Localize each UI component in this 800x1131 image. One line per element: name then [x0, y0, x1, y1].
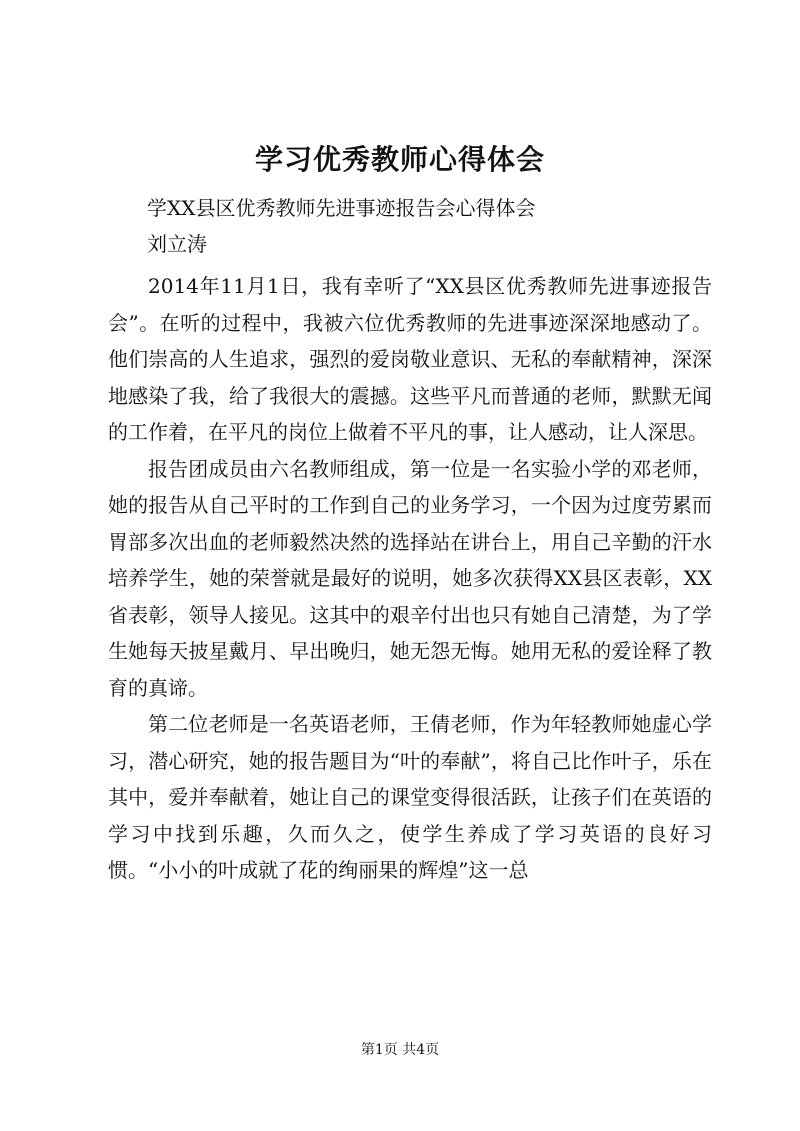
document-title: 学习优秀教师心得体会: [254, 143, 545, 176]
paragraph-3: 第二位老师是一名英语老师，王倩老师，作为年轻教师她虚心学习，潜心研究，她的报告题目为“叶的奉献”，将自己比作叶子，乐在其中，爱并奉献着，她让自己的课堂变得很活跃，让孩子们在英语的学习中找到乐趣，久而久之，使学生养成了学习英语的良好习惯。“小小的叶成就了花的绚丽果的辉煌”这一总: [108, 712, 712, 882]
document-subtitle: 学XX县区优秀教师先进事迹报告会心得体会: [147, 196, 536, 220]
document-body: [108, 268, 712, 889]
paragraph-2: 报告团成员由六名教师组成，第一位是一名实验小学的邓老师，她的报告从自己平时的工作到自己的业务学习，一个因为过度劳累而胃部多次出血的老师毅然决然的选择站在讲台上，用自己辛勤的汗水培养学生，她的荣誉就是最好的说明，她多次获得XX县区表彰，XX省表彰，领导人接见。这其中的艰辛付出也只有她自己清楚，为了学生她每天披星戴月、早出晚归，她无怨无悔。她用无私的爱诠释了教育的真谛。: [108, 456, 712, 700]
document-author: 刘立涛: [147, 232, 207, 256]
paragraph-1: 2014年11月1日，我有幸听了“XX县区优秀教师先进事迹报告会”。在听的过程中，我被六位优秀教师的先进事迹深深地感动了。他们崇高的人生追求，强烈的爱岗敬业意识、无私的奉献精神，深深地感染了我，给了我很大的震撼。这些平凡而普通的老师，默默无闻的工作着，在平凡的岗位上做着不平凡的事，让人感动，让人深思。: [108, 274, 712, 444]
page-footer: 第1页 共4页: [360, 1042, 440, 1058]
